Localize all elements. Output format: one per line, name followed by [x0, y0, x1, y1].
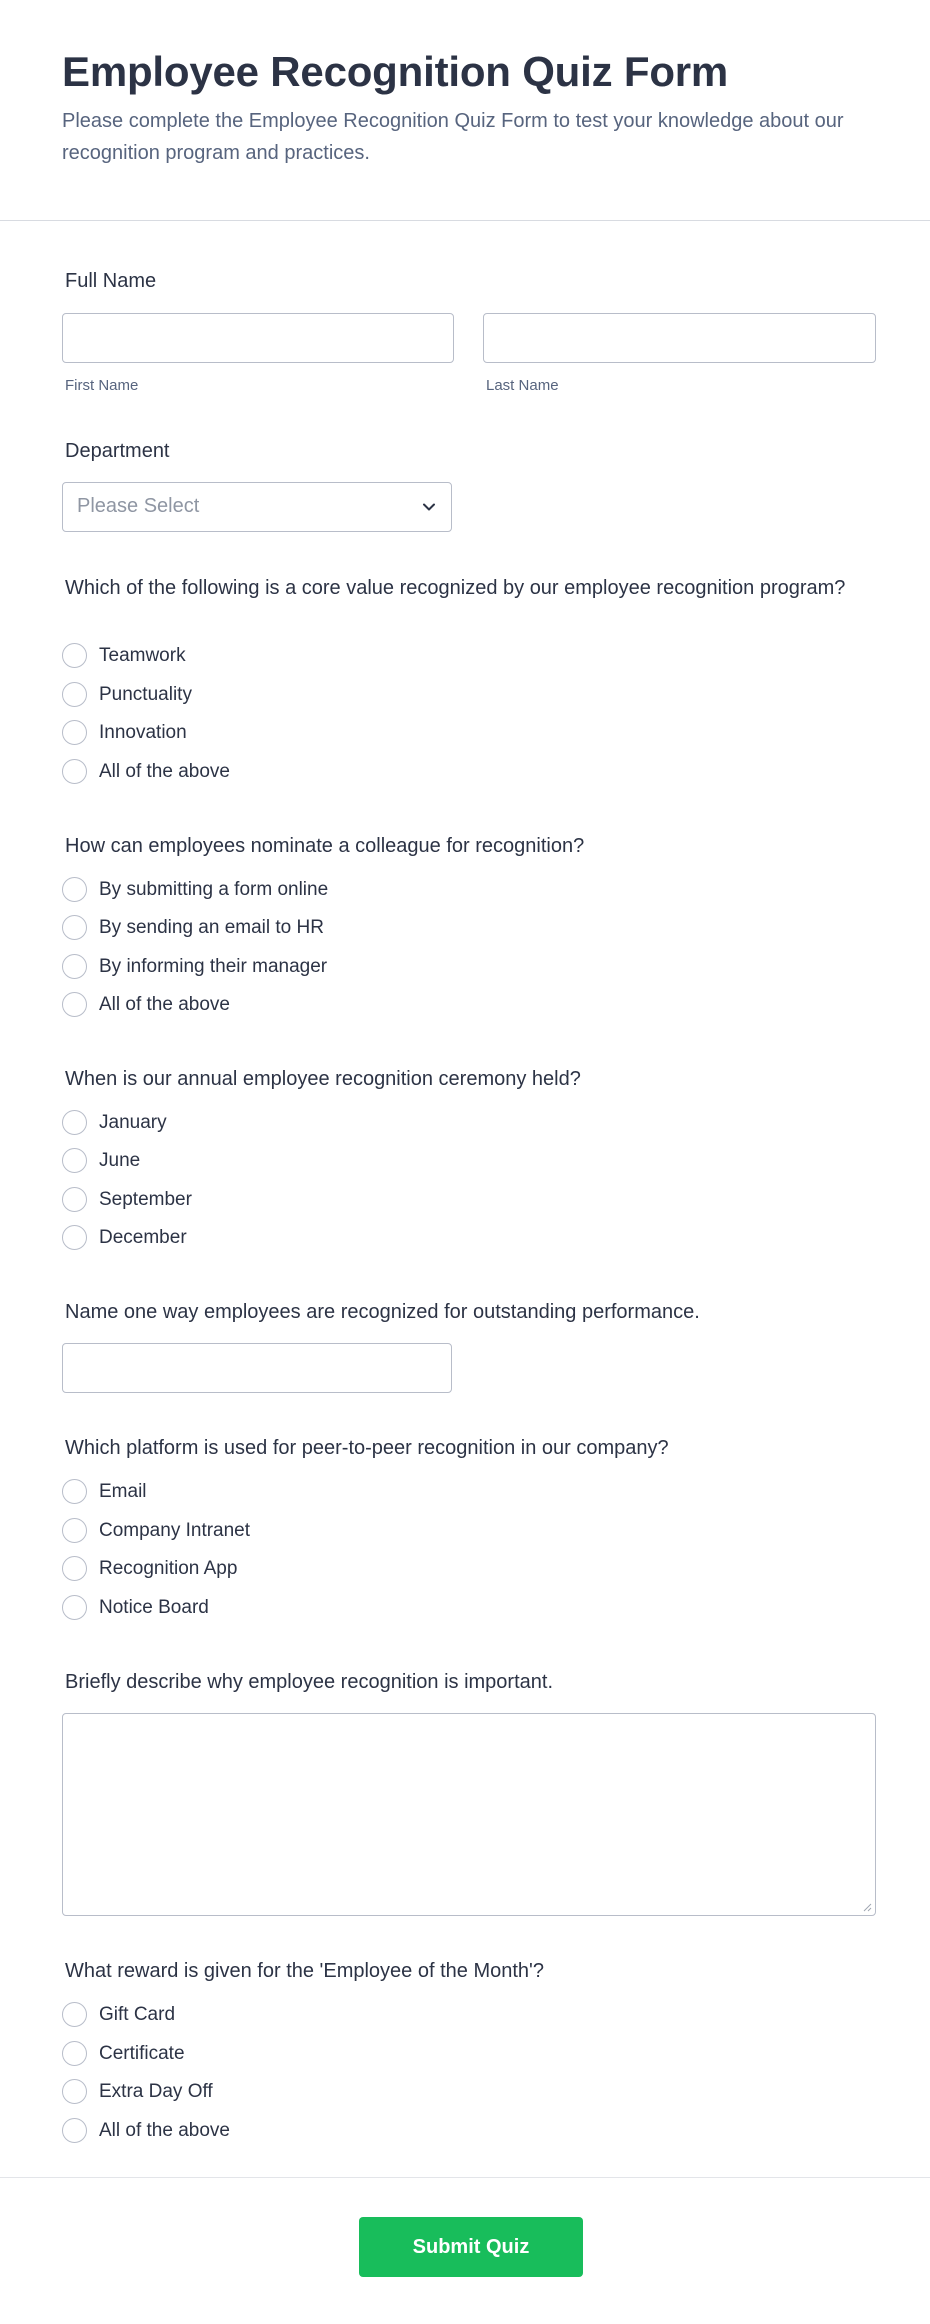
option-label: Recognition App [99, 1558, 238, 1579]
q3-option[interactable] [62, 1224, 562, 1252]
q7-option[interactable] [62, 2040, 562, 2068]
radio-button[interactable] [62, 1595, 87, 1620]
q7-option[interactable] [62, 2001, 562, 2029]
option-label: Email [99, 1481, 147, 1502]
q2-label: How can employees nominate a colleague for recognition? [65, 835, 585, 857]
q6-label: Briefly describe why employee recognition is important. [65, 1671, 553, 1693]
option-label: By informing their manager [99, 956, 328, 977]
q1-label: Which of the following is a core value recognized by our employee recognition program? [65, 577, 846, 599]
q5-option[interactable] [62, 1555, 562, 1583]
q7-option[interactable] [62, 2078, 562, 2106]
q3-option[interactable] [62, 1147, 562, 1175]
radio-button[interactable] [62, 1556, 87, 1581]
chevron-down-icon [419, 497, 439, 517]
first-name-input[interactable] [62, 313, 454, 363]
option-label: Company Intranet [99, 1520, 251, 1541]
last-name-sublabel: Last Name [486, 377, 559, 394]
radio-button[interactable] [62, 2041, 87, 2066]
option-label: Notice Board [99, 1597, 209, 1618]
option-label: Innovation [99, 722, 187, 743]
radio-button[interactable] [62, 2079, 87, 2104]
radio-button[interactable] [62, 1225, 87, 1250]
form-description: Please complete the Employee Recognition Quiz Form to test your knowledge about our recognition program and practices. [62, 110, 844, 164]
footer-divider [0, 2177, 930, 2178]
department-select[interactable] [62, 482, 452, 532]
radio-button[interactable] [62, 2002, 87, 2027]
option-label: Punctuality [99, 684, 192, 705]
full-name-label: Full Name [65, 270, 157, 292]
option-label: January [99, 1112, 167, 1133]
form-header [0, 0, 930, 221]
last-name-input[interactable] [483, 313, 876, 363]
q2-option[interactable] [62, 914, 562, 942]
department-label: Department [65, 440, 170, 462]
q1-option[interactable] [62, 758, 562, 786]
q6-textarea[interactable] [62, 1713, 876, 1916]
option-label: December [99, 1227, 187, 1248]
q5-label: Which platform is used for peer-to-peer recognition in our company? [65, 1437, 669, 1459]
resize-grip-icon[interactable] [860, 1900, 872, 1912]
radio-button[interactable] [62, 877, 87, 902]
q5-option[interactable] [62, 1517, 562, 1545]
radio-button[interactable] [62, 954, 87, 979]
q2-option[interactable] [62, 876, 562, 904]
radio-button[interactable] [62, 682, 87, 707]
option-label: By submitting a form online [99, 879, 329, 900]
radio-button[interactable] [62, 759, 87, 784]
option-label: All of the above [99, 994, 230, 1015]
radio-button[interactable] [62, 1187, 87, 1212]
q4-text-input[interactable] [62, 1343, 452, 1393]
option-label: All of the above [99, 761, 230, 782]
radio-button[interactable] [62, 1479, 87, 1504]
q3-option[interactable] [62, 1186, 562, 1214]
q2-option[interactable] [62, 991, 562, 1019]
option-label: Gift Card [99, 2004, 176, 2025]
radio-button[interactable] [62, 1148, 87, 1173]
q5-option[interactable] [62, 1594, 562, 1622]
first-name-sublabel: First Name [65, 377, 139, 394]
radio-button[interactable] [62, 1110, 87, 1135]
option-label: Certificate [99, 2043, 185, 2064]
q1-option[interactable] [62, 719, 562, 747]
radio-button[interactable] [62, 643, 87, 668]
radio-button[interactable] [62, 915, 87, 940]
q7-label: What reward is given for the 'Employee of the Month'? [65, 1960, 544, 1982]
radio-button[interactable] [62, 1518, 87, 1543]
radio-button[interactable] [62, 2118, 87, 2143]
q1-option[interactable] [62, 642, 562, 670]
form-title: Employee Recognition Quiz Form [62, 48, 729, 95]
option-label: June [99, 1150, 141, 1171]
q3-label: When is our annual employee recognition ceremony held? [65, 1068, 581, 1090]
q7-option[interactable] [62, 2117, 562, 2145]
q3-option[interactable] [62, 1109, 562, 1137]
q5-option[interactable] [62, 1478, 562, 1506]
department-placeholder: Please Select [77, 495, 200, 517]
submit-quiz-button[interactable]: Submit Quiz [359, 2217, 583, 2277]
q4-label: Name one way employees are recognized for outstanding performance. [65, 1301, 700, 1323]
option-label: September [99, 1189, 192, 1210]
radio-button[interactable] [62, 992, 87, 1017]
option-label: By sending an email to HR [99, 917, 324, 938]
radio-button[interactable] [62, 720, 87, 745]
q2-option[interactable] [62, 953, 562, 981]
option-label: Extra Day Off [99, 2081, 213, 2102]
q1-option[interactable] [62, 681, 562, 709]
option-label: All of the above [99, 2120, 230, 2141]
option-label: Teamwork [99, 645, 186, 666]
